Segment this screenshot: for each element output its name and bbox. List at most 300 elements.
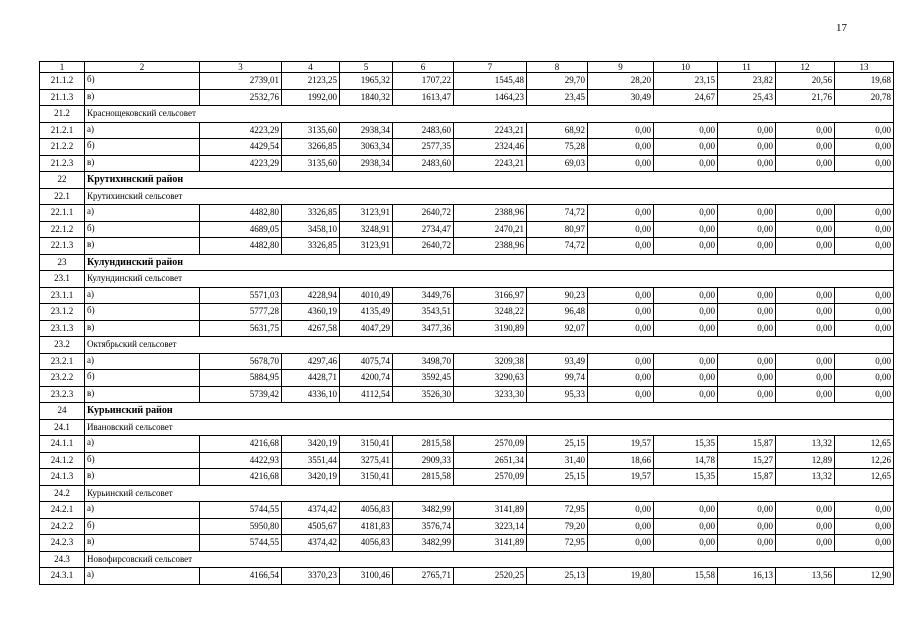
value-cell: 2243,21	[454, 155, 527, 172]
column-header: 4	[282, 62, 340, 73]
value-cell: 4228,94	[282, 287, 340, 304]
value-cell: 3576,74	[393, 518, 454, 535]
value-cell: 0,00	[588, 535, 654, 552]
row-variant: в)	[85, 89, 200, 106]
value-cell: 15,27	[718, 452, 776, 469]
table-row	[40, 221, 894, 238]
district-row	[40, 254, 894, 271]
value-cell: 0,00	[835, 370, 894, 387]
row-code: 23.2.1	[40, 353, 85, 370]
value-cell: 0,00	[835, 320, 894, 337]
value-cell: 0,00	[654, 502, 718, 519]
table-row	[40, 370, 894, 387]
value-cell: 2570,09	[454, 436, 527, 453]
value-cell: 2938,34	[340, 122, 393, 139]
row-variant: а)	[85, 502, 200, 519]
row-code: 24.3.1	[40, 568, 85, 585]
value-cell: 0,00	[718, 320, 776, 337]
value-cell: 4689,05	[200, 221, 282, 238]
table-row	[40, 436, 894, 453]
district-row	[40, 172, 894, 189]
value-cell: 5744,55	[200, 502, 282, 519]
column-header: 9	[588, 62, 654, 73]
value-cell: 0,00	[776, 155, 835, 172]
value-cell: 3477,36	[393, 320, 454, 337]
value-cell: 0,00	[776, 370, 835, 387]
row-variant: а)	[85, 436, 200, 453]
value-cell: 0,00	[718, 502, 776, 519]
value-cell: 2483,60	[393, 122, 454, 139]
value-cell: 1992,00	[282, 89, 340, 106]
row-code: 24.2.3	[40, 535, 85, 552]
row-variant: б)	[85, 221, 200, 238]
row-code: 24.2.2	[40, 518, 85, 535]
table-row	[40, 353, 894, 370]
value-cell: 4429,54	[200, 139, 282, 156]
value-cell: 0,00	[776, 238, 835, 255]
row-code: 23.1.1	[40, 287, 85, 304]
row-code: 24	[40, 403, 85, 420]
value-cell: 3370,23	[282, 568, 340, 585]
value-cell: 0,00	[835, 386, 894, 403]
value-cell: 2909,33	[393, 452, 454, 469]
value-cell: 0,00	[776, 518, 835, 535]
value-cell: 28,20	[588, 73, 654, 90]
row-code: 21.2.2	[40, 139, 85, 156]
row-code: 23.2.3	[40, 386, 85, 403]
value-cell: 0,00	[588, 386, 654, 403]
value-cell: 0,00	[654, 535, 718, 552]
table-row	[40, 155, 894, 172]
value-cell: 4422,93	[200, 452, 282, 469]
row-variant: б)	[85, 370, 200, 387]
row-code: 21.1.3	[40, 89, 85, 106]
council-name: Кулундинский сельсовет	[85, 271, 894, 288]
value-cell: 4216,68	[200, 436, 282, 453]
value-cell: 0,00	[718, 304, 776, 321]
value-cell: 0,00	[718, 122, 776, 139]
row-code: 24.3	[40, 551, 85, 568]
value-cell: 0,00	[835, 502, 894, 519]
value-cell: 0,00	[654, 353, 718, 370]
tariff-table	[39, 61, 894, 585]
value-cell: 3290,63	[454, 370, 527, 387]
row-code: 21.2	[40, 106, 85, 123]
value-cell: 3135,60	[282, 155, 340, 172]
value-cell: 5678,70	[200, 353, 282, 370]
row-code: 22	[40, 172, 85, 189]
row-code: 23.1.3	[40, 320, 85, 337]
row-code: 23.2	[40, 337, 85, 354]
value-cell: 12,90	[835, 568, 894, 585]
row-variant: а)	[85, 205, 200, 222]
value-cell: 4374,42	[282, 502, 340, 519]
value-cell: 25,15	[527, 436, 588, 453]
value-cell: 0,00	[588, 205, 654, 222]
value-cell: 5631,75	[200, 320, 282, 337]
value-cell: 0,00	[654, 386, 718, 403]
value-cell: 0,00	[835, 304, 894, 321]
value-cell: 20,78	[835, 89, 894, 106]
value-cell: 1545,48	[454, 73, 527, 90]
value-cell: 2734,47	[393, 221, 454, 238]
value-cell: 0,00	[588, 155, 654, 172]
council-name: Октябрьский сельсовет	[85, 337, 894, 354]
value-cell: 0,00	[588, 139, 654, 156]
value-cell: 0,00	[835, 287, 894, 304]
value-cell: 4010,49	[340, 287, 393, 304]
value-cell: 2640,72	[393, 238, 454, 255]
value-cell: 12,65	[835, 436, 894, 453]
value-cell: 15,87	[718, 469, 776, 486]
value-cell: 0,00	[654, 518, 718, 535]
council-name: Курьинский сельсовет	[85, 485, 894, 502]
value-cell: 3326,85	[282, 238, 340, 255]
value-cell: 0,00	[654, 205, 718, 222]
council-row	[40, 271, 894, 288]
column-header: 8	[527, 62, 588, 73]
column-header: 2	[85, 62, 200, 73]
value-cell: 3526,30	[393, 386, 454, 403]
value-cell: 2815,58	[393, 436, 454, 453]
row-variant: б)	[85, 73, 200, 90]
column-header: 11	[718, 62, 776, 73]
value-cell: 3166,97	[454, 287, 527, 304]
value-cell: 3150,41	[340, 469, 393, 486]
value-cell: 3248,22	[454, 304, 527, 321]
value-cell: 0,00	[718, 155, 776, 172]
row-variant: в)	[85, 535, 200, 552]
value-cell: 3458,10	[282, 221, 340, 238]
table-row	[40, 320, 894, 337]
value-cell: 0,00	[776, 535, 835, 552]
value-cell: 0,00	[654, 304, 718, 321]
value-cell: 4112,54	[340, 386, 393, 403]
row-code: 24.1.1	[40, 436, 85, 453]
value-cell: 25,43	[718, 89, 776, 106]
value-cell: 2483,60	[393, 155, 454, 172]
value-cell: 15,87	[718, 436, 776, 453]
district-name: Крутихинский район	[85, 172, 894, 189]
value-cell: 2243,21	[454, 122, 527, 139]
table-row	[40, 205, 894, 222]
value-cell: 2640,72	[393, 205, 454, 222]
value-cell: 0,00	[776, 205, 835, 222]
value-cell: 20,56	[776, 73, 835, 90]
column-header: 3	[200, 62, 282, 73]
value-cell: 3123,91	[340, 205, 393, 222]
value-cell: 0,00	[835, 535, 894, 552]
table-row	[40, 238, 894, 255]
value-cell: 15,35	[654, 436, 718, 453]
value-cell: 0,00	[588, 122, 654, 139]
value-cell: 15,58	[654, 568, 718, 585]
value-cell: 19,57	[588, 469, 654, 486]
value-cell: 4360,19	[282, 304, 340, 321]
table-row	[40, 287, 894, 304]
row-code: 23.1	[40, 271, 85, 288]
value-cell: 3141,89	[454, 502, 527, 519]
value-cell: 23,82	[718, 73, 776, 90]
value-cell: 0,00	[835, 205, 894, 222]
row-code: 23.2.2	[40, 370, 85, 387]
value-cell: 0,00	[776, 353, 835, 370]
row-variant: б)	[85, 518, 200, 535]
table-row	[40, 73, 894, 90]
value-cell: 3482,99	[393, 535, 454, 552]
row-code: 24.1.3	[40, 469, 85, 486]
council-name: Новофирсовский сельсовет	[85, 551, 894, 568]
value-cell: 0,00	[588, 320, 654, 337]
value-cell: 0,00	[718, 518, 776, 535]
value-cell: 29,70	[527, 73, 588, 90]
table-row	[40, 518, 894, 535]
column-header: 5	[340, 62, 393, 73]
value-cell: 12,89	[776, 452, 835, 469]
value-cell: 0,00	[654, 287, 718, 304]
value-cell: 19,68	[835, 73, 894, 90]
column-header: 6	[393, 62, 454, 73]
table-row	[40, 469, 894, 486]
value-cell: 99,74	[527, 370, 588, 387]
value-cell: 0,00	[776, 221, 835, 238]
value-cell: 3248,91	[340, 221, 393, 238]
value-cell: 2938,34	[340, 155, 393, 172]
value-cell: 21,76	[776, 89, 835, 106]
value-cell: 90,23	[527, 287, 588, 304]
value-cell: 0,00	[588, 304, 654, 321]
value-cell: 23,45	[527, 89, 588, 106]
row-variant: в)	[85, 386, 200, 403]
council-name: Крутихинский сельсовет	[85, 188, 894, 205]
value-cell: 3233,30	[454, 386, 527, 403]
value-cell: 0,00	[588, 353, 654, 370]
row-code: 24.1	[40, 419, 85, 436]
row-code: 21.2.1	[40, 122, 85, 139]
value-cell: 4223,29	[200, 122, 282, 139]
value-cell: 4374,42	[282, 535, 340, 552]
value-cell: 4056,83	[340, 535, 393, 552]
value-cell: 0,00	[588, 238, 654, 255]
value-cell: 3135,60	[282, 122, 340, 139]
row-variant: в)	[85, 320, 200, 337]
table-row	[40, 452, 894, 469]
district-row	[40, 403, 894, 420]
row-code: 22.1.3	[40, 238, 85, 255]
value-cell: 0,00	[835, 122, 894, 139]
row-code: 21.1.2	[40, 73, 85, 90]
value-cell: 4505,67	[282, 518, 340, 535]
value-cell: 31,40	[527, 452, 588, 469]
value-cell: 1464,23	[454, 89, 527, 106]
value-cell: 3100,46	[340, 568, 393, 585]
table-row	[40, 139, 894, 156]
value-cell: 0,00	[588, 502, 654, 519]
row-code: 22.1.1	[40, 205, 85, 222]
header-row	[40, 62, 894, 73]
row-variant: б)	[85, 139, 200, 156]
value-cell: 5950,80	[200, 518, 282, 535]
value-cell: 0,00	[718, 287, 776, 304]
value-cell: 30,49	[588, 89, 654, 106]
value-cell: 3266,85	[282, 139, 340, 156]
value-cell: 0,00	[654, 221, 718, 238]
value-cell: 0,00	[654, 320, 718, 337]
value-cell: 4166,54	[200, 568, 282, 585]
value-cell: 13,56	[776, 568, 835, 585]
value-cell: 3482,99	[393, 502, 454, 519]
table-row	[40, 304, 894, 321]
value-cell: 72,95	[527, 502, 588, 519]
value-cell: 2520,25	[454, 568, 527, 585]
row-variant: в)	[85, 469, 200, 486]
table-row	[40, 89, 894, 106]
value-cell: 0,00	[654, 122, 718, 139]
value-cell: 4267,58	[282, 320, 340, 337]
value-cell: 15,35	[654, 469, 718, 486]
value-cell: 0,00	[835, 221, 894, 238]
value-cell: 69,03	[527, 155, 588, 172]
row-code: 22.1	[40, 188, 85, 205]
row-variant: а)	[85, 568, 200, 585]
value-cell: 0,00	[835, 518, 894, 535]
value-cell: 79,20	[527, 518, 588, 535]
column-header: 10	[654, 62, 718, 73]
value-cell: 1840,32	[340, 89, 393, 106]
row-code: 22.1.2	[40, 221, 85, 238]
value-cell: 5884,95	[200, 370, 282, 387]
value-cell: 2123,25	[282, 73, 340, 90]
row-variant: в)	[85, 155, 200, 172]
row-variant: а)	[85, 287, 200, 304]
column-header: 7	[454, 62, 527, 73]
value-cell: 3592,45	[393, 370, 454, 387]
council-row	[40, 419, 894, 436]
value-cell: 0,00	[718, 353, 776, 370]
value-cell: 3223,14	[454, 518, 527, 535]
value-cell: 3326,85	[282, 205, 340, 222]
council-name: Ивановский сельсовет	[85, 419, 894, 436]
council-row	[40, 337, 894, 354]
value-cell: 3123,91	[340, 238, 393, 255]
value-cell: 2651,34	[454, 452, 527, 469]
value-cell: 2739,01	[200, 73, 282, 90]
value-cell: 0,00	[588, 221, 654, 238]
row-code: 24.2.1	[40, 502, 85, 519]
value-cell: 2470,21	[454, 221, 527, 238]
value-cell: 0,00	[835, 155, 894, 172]
value-cell: 0,00	[718, 238, 776, 255]
value-cell: 13,32	[776, 436, 835, 453]
council-row	[40, 188, 894, 205]
value-cell: 0,00	[654, 139, 718, 156]
value-cell: 96,48	[527, 304, 588, 321]
value-cell: 74,72	[527, 238, 588, 255]
value-cell: 72,95	[527, 535, 588, 552]
value-cell: 3420,19	[282, 436, 340, 453]
value-cell: 4135,49	[340, 304, 393, 321]
value-cell: 0,00	[718, 205, 776, 222]
row-code: 24.1.2	[40, 452, 85, 469]
value-cell: 93,49	[527, 353, 588, 370]
value-cell: 74,72	[527, 205, 588, 222]
value-cell: 1613,47	[393, 89, 454, 106]
district-name: Кулундинский район	[85, 254, 894, 271]
value-cell: 16,13	[718, 568, 776, 585]
council-row	[40, 485, 894, 502]
value-cell: 5744,55	[200, 535, 282, 552]
value-cell: 3551,44	[282, 452, 340, 469]
value-cell: 95,33	[527, 386, 588, 403]
value-cell: 0,00	[776, 139, 835, 156]
value-cell: 3543,51	[393, 304, 454, 321]
value-cell: 0,00	[654, 238, 718, 255]
value-cell: 1707,22	[393, 73, 454, 90]
value-cell: 3063,34	[340, 139, 393, 156]
table-row	[40, 502, 894, 519]
column-header: 13	[835, 62, 894, 73]
district-name: Курьинский район	[85, 403, 894, 420]
value-cell: 0,00	[718, 535, 776, 552]
value-cell: 0,00	[776, 304, 835, 321]
row-code: 23.1.2	[40, 304, 85, 321]
value-cell: 0,00	[776, 386, 835, 403]
council-row	[40, 106, 894, 123]
value-cell: 3190,89	[454, 320, 527, 337]
table-row	[40, 386, 894, 403]
value-cell: 3141,89	[454, 535, 527, 552]
value-cell: 12,26	[835, 452, 894, 469]
value-cell: 2388,96	[454, 205, 527, 222]
value-cell: 3275,41	[340, 452, 393, 469]
row-code: 21.2.3	[40, 155, 85, 172]
value-cell: 2765,71	[393, 568, 454, 585]
value-cell: 19,57	[588, 436, 654, 453]
value-cell: 0,00	[776, 502, 835, 519]
value-cell: 3150,41	[340, 436, 393, 453]
row-variant: а)	[85, 353, 200, 370]
value-cell: 1965,32	[340, 73, 393, 90]
column-header: 1	[40, 62, 85, 73]
value-cell: 75,28	[527, 139, 588, 156]
table-row	[40, 535, 894, 552]
value-cell: 13,32	[776, 469, 835, 486]
value-cell: 0,00	[718, 139, 776, 156]
row-variant: а)	[85, 122, 200, 139]
table-row	[40, 568, 894, 585]
value-cell: 3209,38	[454, 353, 527, 370]
row-variant: в)	[85, 238, 200, 255]
value-cell: 80,97	[527, 221, 588, 238]
value-cell: 24,67	[654, 89, 718, 106]
value-cell: 2388,96	[454, 238, 527, 255]
value-cell: 0,00	[835, 238, 894, 255]
value-cell: 4482,80	[200, 238, 282, 255]
value-cell: 2324,46	[454, 139, 527, 156]
value-cell: 2815,58	[393, 469, 454, 486]
value-cell: 5777,28	[200, 304, 282, 321]
value-cell: 2532,76	[200, 89, 282, 106]
value-cell: 4075,74	[340, 353, 393, 370]
value-cell: 5571,03	[200, 287, 282, 304]
value-cell: 0,00	[776, 320, 835, 337]
value-cell: 25,15	[527, 469, 588, 486]
value-cell: 0,00	[776, 122, 835, 139]
value-cell: 3420,19	[282, 469, 340, 486]
value-cell: 68,92	[527, 122, 588, 139]
value-cell: 23,15	[654, 73, 718, 90]
value-cell: 4297,46	[282, 353, 340, 370]
